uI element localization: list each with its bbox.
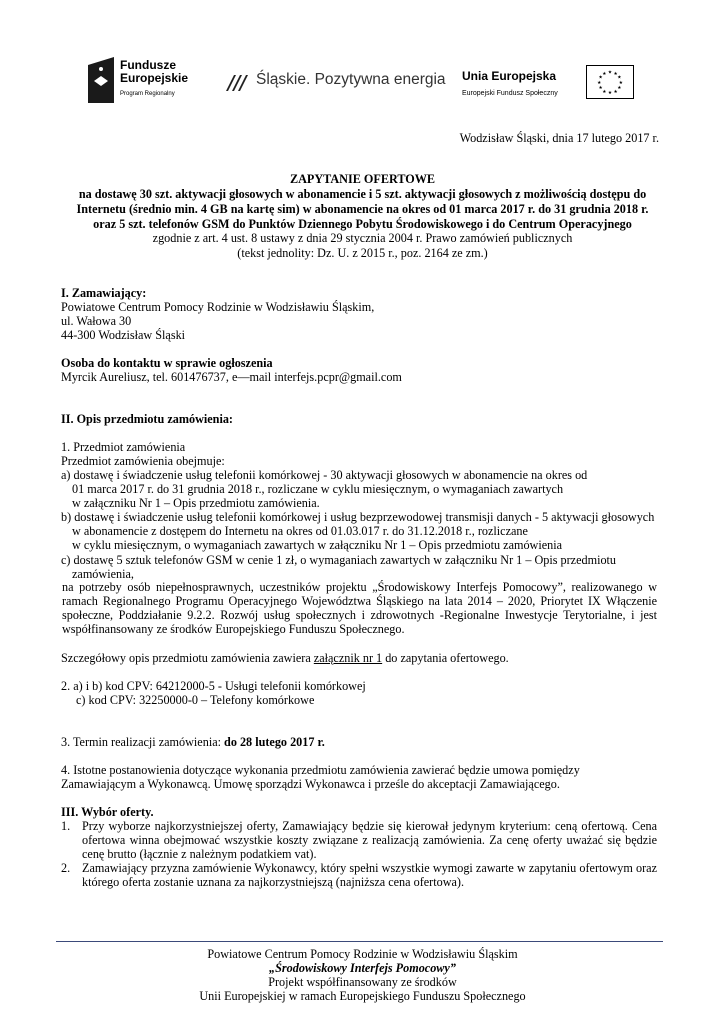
selection-item-2-number: 2. <box>61 861 71 875</box>
ue-sub: Europejski Fundusz Społeczny <box>462 90 558 97</box>
svg-text:★: ★ <box>597 80 602 86</box>
contact-details: Myrcik Aureliusz, tel. 601476737, e—mail interfejs.pcpr@gmail.com <box>61 370 402 384</box>
date-line: Wodzisław Śląski, dnia 17 lutego 2017 r. <box>459 131 659 145</box>
fe-line1: Fundusze <box>120 58 176 72</box>
svg-text:★: ★ <box>602 89 607 95</box>
section-1-heading: I. Zamawiający: <box>61 286 147 300</box>
selection-item-1: Przy wyborze najkorzystniejszej oferty, Zamawiający będzie się kierował jedynym kryterium: ceną ofertową. Cena ofertowa winna obejmować wszystkie koszty związane z realizacją zamówienia. Za cenę oferty uważać się będzie cenę brutto (łącznie z należnym podatkiem vat). <box>82 819 657 861</box>
cpv-line-2: c) kod CPV: 32250000-0 – Telefony komórkowe <box>76 693 315 707</box>
title-line-2: Internetu (średnio min. 4 GB na kartę sim) w abonamencie na okres od 01 marca 2017 r. do 31 grudnia 2018 r. <box>76 202 649 216</box>
item-c-line-1: c) dostawę 5 sztuk telefonów GSM w cenie 1 zł, o wymaganiach zawartych w załączniku Nr 1 – Opis przedmiotu <box>61 553 617 567</box>
slaskie-wave-icon <box>224 71 252 95</box>
slaskie-logo <box>224 69 444 99</box>
svg-text:★: ★ <box>607 91 613 97</box>
orderer-name: Powiatowe Centrum Pomocy Rodzinie w Wodzisławiu Śląskim, <box>61 300 375 314</box>
cpv-line-1: 2. a) i b) kod CPV: 64212000-5 - Usługi telefonii komórkowej <box>61 679 366 693</box>
fe-sub: Program Regionalny <box>120 91 175 97</box>
title-line-5: (tekst jednolity: Dz. U. z 2015 r., poz. 2164 ze zm.) <box>237 246 488 260</box>
fundusze-europejskie-mark-icon <box>88 57 114 103</box>
svg-text:★: ★ <box>607 70 613 76</box>
fundusze-europejskie-logo <box>88 57 203 103</box>
detail-line <box>61 651 509 665</box>
selection-item-2: Zamawiający przyzna zamówienie Wykonawcy, który spełni wszystkie wymogi zawarte w zapytaniu ofertowym oraz którego oferta zostanie uznana za najkorzystniejszą (najniższa cena ofertowa). <box>82 861 657 889</box>
item-b-line-2: w abonamencie z dostępem do Internetu na okres od 01.03.017 r. do 31.12.2018 r., rozliczane <box>72 524 528 538</box>
title-line-4: zgodnie z art. 4 ust. 8 ustawy z dnia 29 stycznia 2004 r. Prawo zamówień publicznych <box>152 231 573 245</box>
svg-text:★: ★ <box>617 75 622 81</box>
orderer-city: 44-300 Wodzisław Śląski <box>61 328 186 342</box>
title-line-1: na dostawę 30 szt. aktywacji głosowych w abonamencie i 5 szt. aktywacji głosowych z możliwością dostępu do <box>78 187 647 201</box>
item-a-line-3: w załączniku Nr 1 – Opis przedmiotu zamówienia. <box>72 496 320 510</box>
term-line <box>61 735 325 749</box>
ue-title: Unia Europejska <box>462 69 557 83</box>
svg-text:★: ★ <box>613 89 618 95</box>
footer-line-4: Unii Europejskiej w ramach Europejskiego Funduszu Społecznego <box>199 989 526 1003</box>
fe-line2: Europejskie <box>120 71 189 85</box>
header-logos <box>0 55 725 105</box>
section-2-heading: II. Opis przedmiotu zamówienia: <box>61 412 233 426</box>
subject-title: 1. Przedmiot zamówienia <box>61 440 186 454</box>
clause-4-line-1: 4. Istotne postanowienia dotyczące wykonania przedmiotu zamówienia zawierać będzie umowa pomiędzy <box>61 763 580 777</box>
eu-flag-icon <box>586 65 634 99</box>
detail-post: do zapytania ofertowego. <box>382 651 509 665</box>
footer-line-3: Projekt współfinansowany ze środków <box>268 975 457 989</box>
project-needs-paragraph: na potrzeby osób niepełnosprawnych, uczestników projektu „Środowiskowy Interfejs Pomocowy”, realizowanego w ramach Regionalnego Programu Operacyjnego Województwa Śląskiego na lata 2014 – 2020, Priorytet IX Włączenie społeczne, Poddziałanie 9.2.2. Rozwój usług społecznych i zdrowotnych -Regionalne Inwestycje Terytorialne, i jest współfinansowany ze środków Europejskiego Funduszu Społecznego. <box>62 580 657 636</box>
term-date: do 28 lutego 2017 r. <box>224 735 325 749</box>
footer-line-1: Powiatowe Centrum Pomocy Rodzinie w Wodzisławiu Śląskim <box>207 947 518 961</box>
attachment-1-reference: załącznik nr 1 <box>313 651 383 665</box>
footer-divider <box>56 941 663 942</box>
subject-intro: Przedmiot zamówienia obejmuje: <box>61 454 225 468</box>
item-a-line-1: a) dostawę i świadczenie usług telefonii komórkowej - 30 aktywacji głosowych w abonamencie na okres od <box>61 468 588 482</box>
svg-text:★: ★ <box>602 71 607 77</box>
clause-4-line-2: Zamawiającym a Wykonawcą. Umowę sporządzi Wykonawca i prześle do akceptacji Zamawiającego. <box>61 777 560 791</box>
svg-text:★: ★ <box>613 71 618 77</box>
term-pre: 3. Termin realizacji zamówienia: <box>61 735 225 749</box>
detail-pre: Szczegółowy opis przedmiotu zamówienia zawiera <box>61 651 314 665</box>
svg-text:★: ★ <box>598 86 603 92</box>
svg-text:★: ★ <box>618 80 623 86</box>
orderer-street: ul. Wałowa 30 <box>61 314 132 328</box>
svg-text:★: ★ <box>617 86 622 92</box>
doc-heading: ZAPYTANIE OFERTOWE <box>289 172 436 186</box>
slaskie-slogan: Pozytywna energia <box>310 71 446 88</box>
item-b-line-1: b) dostawę i świadczenie usług telefonii komórkowej i usług bezprzewodowej transmisji danych - 5 aktywacji głosowych <box>61 510 655 524</box>
section-3-heading: III. Wybór oferty. <box>61 805 154 819</box>
item-c-line-2: zamówienia, <box>72 567 134 581</box>
footer-project-name: „Środowiskowy Interfejs Pomocowy” <box>269 961 456 975</box>
title-line-3: oraz 5 szt. telefonów GSM do Punktów Dziennego Pobytu Środowiskowego i do Centrum Operacyjnego <box>93 217 632 231</box>
item-a-line-2: 01 marca 2017 r. do 31 grudnia 2018 r., rozliczane w cyklu miesięcznym, o wymaganiach zawartych <box>72 482 564 496</box>
selection-item-1-number: 1. <box>61 819 71 833</box>
contact-heading: Osoba do kontaktu w sprawie ogłoszenia <box>61 356 273 370</box>
slaskie-name: Śląskie. <box>256 71 311 88</box>
svg-text:★: ★ <box>598 75 603 81</box>
unia-europejska-logo <box>462 65 642 105</box>
item-b-line-3: w cyklu miesięcznym, o wymaganiach zawartych w załączniku Nr 1 – Opis przedmiotu zamówienia <box>72 538 563 552</box>
